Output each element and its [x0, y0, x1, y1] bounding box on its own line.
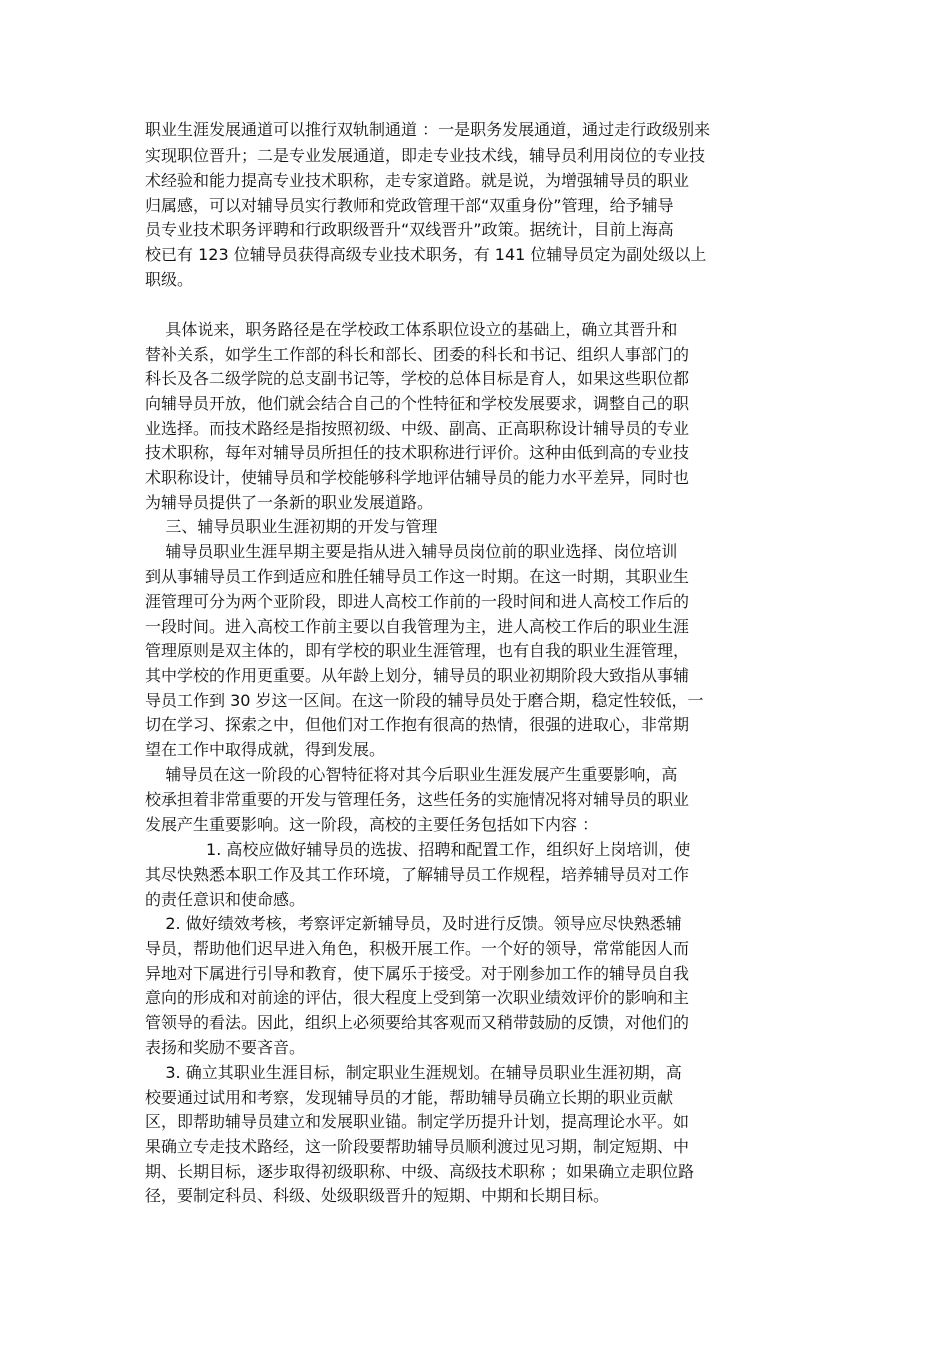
text-line: 校已有 123 位辅导员获得高级专业技术职务，有 141 位辅导员定为副处级以上: [145, 245, 707, 264]
text-line: 发展产生重要影响。这一阶段，高校的主要任务包括如下内容 ：: [145, 815, 599, 834]
list-item-line: 意向的形成和对前途的评估，很大程度上受到第一次职业绩效评价的影响和主: [145, 988, 690, 1007]
list-item-line: 管领导的看法。因此，组织上必须要给其客观而又稍带鼓励的反馈，对他们的: [145, 1013, 690, 1032]
text-line: 术职称设计，使辅导员和学校能够科学地评估辅导员的能力水平差异，同时也: [145, 468, 690, 487]
text-line: 校承担着非常重要的开发与管理任务，这些任务的实施情况将对辅导员的职业: [145, 790, 690, 809]
text-line: 一段时间。进入高校工作前主要以自我管理为主，进人高校工作后的职业生涯: [145, 617, 690, 636]
text-line: 辅导员在这一阶段的心智特征将对其今后职业生涯发展产生重要影响，高: [145, 765, 678, 784]
text-line: 归属感，可以对辅导员实行教师和党政管理干部“双重身份”管理，给予辅导: [145, 196, 674, 215]
text-line: 业选择。而技术路经是指按照初级、中级、副高、正高职称设计辅导员的专业: [145, 419, 690, 438]
text-line: 术经验和能力提高专业技术职称，走专家道路。就是说，为增强辅导员的职业: [145, 171, 690, 190]
list-item-line: 果确立专走技术路经，这一阶段要帮助辅导员顺利渡过见习期，制定短期、中: [145, 1137, 690, 1156]
list-item-line: 3. 确立其职业生涯目标，制定职业生涯规划。在辅导员职业生涯初期，高: [145, 1063, 682, 1082]
text-line: 替补关系，如学生工作部的科长和部长、团委的科长和书记、组织人事部门的: [145, 345, 690, 364]
list-item-line: 2. 做好绩效考核，考察评定新辅导员，及时进行反馈。领导应尽快熟悉辅: [145, 914, 682, 933]
text-line: 向辅导员开放，他们就会结合自己的个性特征和学校发展要求，调整自己的职: [145, 394, 690, 413]
list-item-line: 校要通过试用和考察，发现辅导员的才能，帮助辅导员确立长期的职业贡献: [145, 1088, 674, 1107]
text-line: 到从事辅导员工作到适应和胜任辅导员工作这一时期。在这一时期，其职业生: [145, 567, 690, 586]
text-line: 科长及各二级学院的总支副书记等，学校的总体目标是育人，如果这些职位都: [145, 369, 690, 388]
list-item-line: 表扬和奖励不要吝音。: [145, 1038, 306, 1057]
text-line: 辅导员职业生涯早期主要是指从进入辅导员岗位前的职业选择、岗位培训: [145, 542, 678, 561]
text-line: 望在工作中取得成就，得到发展。: [145, 740, 386, 759]
list-item-line: 导员，帮助他们迟早进入角色，积极开展工作。一个好的领导，常常能因人而: [145, 939, 690, 958]
text-line: 切在学习、探索之中，但他们对工作抱有很高的热情，很强的进取心，非常期: [145, 715, 690, 734]
list-item-line: 其尽快熟悉本职工作及其工作环境，了解辅导员工作规程，培养辅导员对工作: [145, 865, 690, 884]
list-item-line: 的责任意识和使命感。: [145, 890, 306, 909]
list-item-line: 异地对下属进行引导和教育，使下属乐于接受。对于刚参加工作的辅导员自我: [145, 964, 690, 983]
list-item-line: 径，要制定科员、科级、处级职级晋升的短期、中期和长期目标。: [145, 1186, 610, 1205]
text-line: 技术职称，每年对辅导员所担任的技术职称进行评价。这种由低到高的专业技: [145, 443, 690, 462]
text-line: 涯管理可分为两个亚阶段，即进人高校工作前的一段时间和进人高校工作后的: [145, 592, 690, 611]
list-item-line: 区，即帮助辅导员建立和发展职业锚。制定学历提升计划，提高理论水平。如: [145, 1112, 690, 1131]
text-line: 为辅导员提供了一条新的职业发展道路。: [145, 493, 434, 512]
text-line: 实现职位晋升；二是专业发展通道，即走专业技术线，辅导员利用岗位的专业技: [145, 146, 706, 165]
section-heading: 三、辅导员职业生涯初期的开发与管理: [145, 517, 438, 536]
text-line: 职级。: [145, 270, 194, 289]
list-item-line: 1. 高校应做好辅导员的选拔、招聘和配置工作，组织好上岗培训，使: [145, 840, 691, 859]
text-line: 具体说来，职务路径是在学校政工体系职位设立的基础上，确立其晋升和: [145, 320, 678, 339]
text-line: 管理原则是双主体的，即有学校的职业生涯管理，也有自我的职业生涯管理，: [145, 641, 690, 660]
text-line: 职业生涯发展通道可以推行双轨制通道 ：一是职务发展通道，通过走行政级别来: [145, 120, 711, 139]
text-line: 导员工作到 30 岁这一区间。在这一阶段的辅导员处于磨合期，稳定性较低，一: [145, 691, 704, 710]
text-line: 员专业技术职务评聘和行政职级晋升“双线晋升”政策。据统计，目前上海高: [145, 220, 674, 239]
text-line: 其中学校的作用更重要。从年龄上划分，辅导员的职业初期阶段大致指从事辅: [145, 666, 690, 685]
list-item-line: 期、长期目标，逐步取得初级职称、中级、高级技术职称 ；如果确立走职位路: [145, 1162, 695, 1181]
